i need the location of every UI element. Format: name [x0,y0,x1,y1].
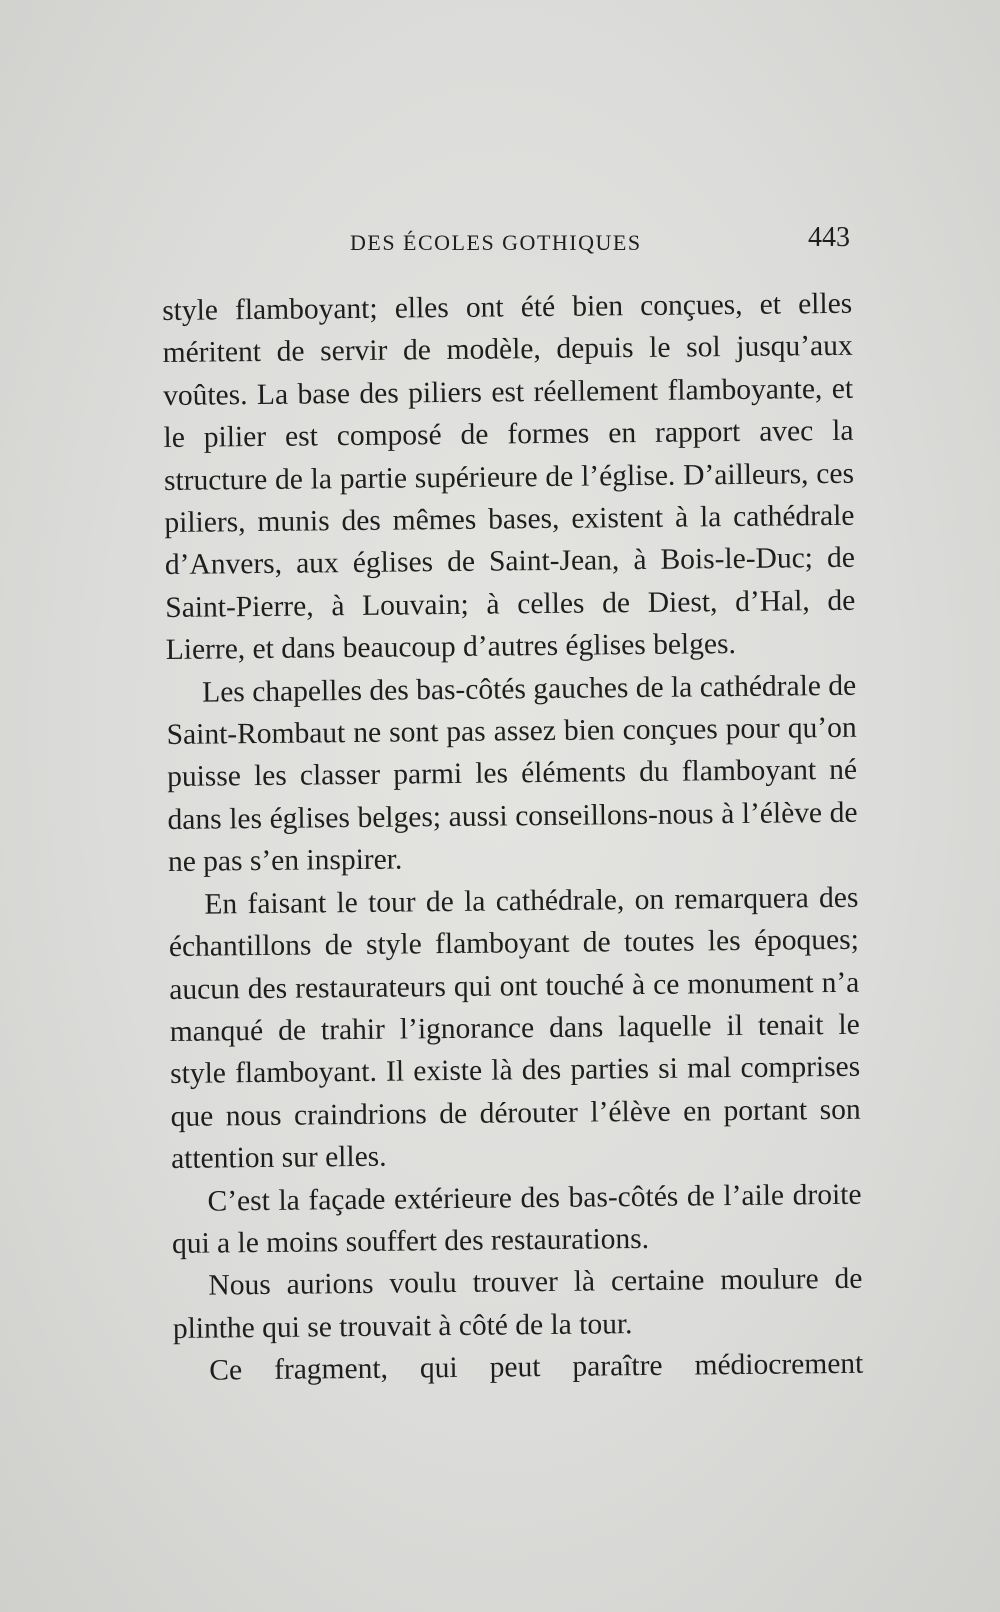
page-number: 443 [808,222,850,253]
running-title: DES ÉCOLES GOTHIQUES [350,230,642,255]
paragraph: C’est la façade extérieure des bas-côtés de l’aile droite qui a le moins souffert des restaurations. [171,1178,862,1260]
paragraph: En faisant le tour de la cathédrale, on remarquera des échantillons de style flamboyant de toutes les époques; aucun des restaurateurs qui ont touché à ce monument n’a manqué de trahir l’ignorance dans laquelle il tenait le style flamboyant. Il existe là des parties si mal comprises que nous craindrions de dérouter l’élève en portant son attention sur elles. [168,881,861,1176]
paragraph: Nous aurions voulu trouver là certaine moulure de plinthe qui se trouvait à côté de la tour. [172,1263,863,1345]
body-text [162,283,864,1393]
page-header [162,222,852,262]
paragraph: Ce fragment, qui peut paraître médiocrement [209,1347,864,1387]
paragraph: Les chapelles des bas-côtés gauches de la cathédrale de Saint-Rombaut ne sont pas assez bien conçues pour qu’on puisse les classer parmi les éléments du flamboyant né dans les églises belges; aussi conseillons-nous à l’élève de ne pas s’en inspirer. [166,669,858,879]
paragraph: style flamboyant; elles ont été bien conçues, et elles méritent de servir de modèle, depuis le sol jusqu’aux voûtes. La base des piliers est réellement flamboyante, et le pilier est composé de formes en rapport avec la structure de la partie supérieure de l’église. D’ailleurs, ces piliers, munis des mêmes bases, existent à la cathédrale d’Anvers, aux églises de Saint-Jean, à Bois-le-Duc; de Saint-Pierre, à Louvain; à celles de Diest, d’Hal, de Lierre, et dans beaucoup d’autres églises belges. [162,287,856,667]
